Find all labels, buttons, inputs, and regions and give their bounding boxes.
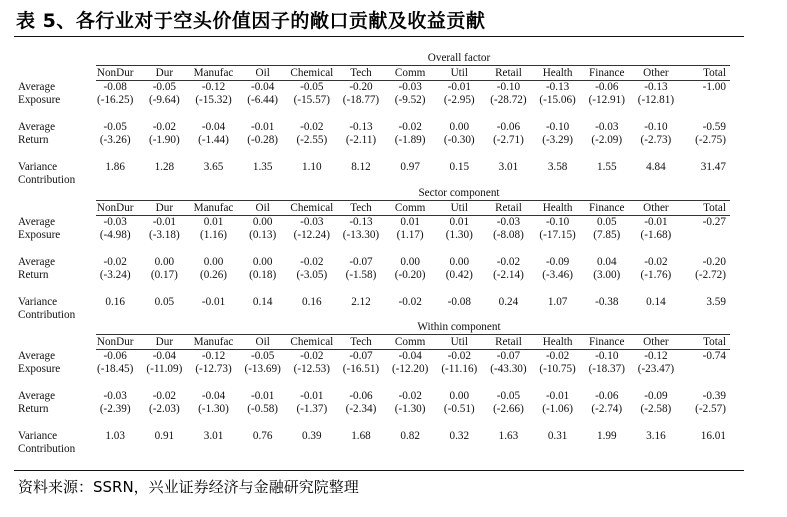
- source-note: 资料来源：SSRN，兴业证券经济与金融研究院整理: [18, 478, 359, 496]
- table-cell-tstat: (0.18): [249, 269, 277, 281]
- table-cell: -0.27: [702, 216, 726, 228]
- table-cell: -0.06: [103, 350, 127, 362]
- table-cell: -0.01: [545, 390, 570, 402]
- table-cell-tstat: (-43.30): [490, 363, 527, 375]
- table-cell: -0.07: [496, 350, 521, 362]
- table-cell: 0.01: [449, 216, 470, 228]
- row-label: Contribution: [18, 309, 76, 321]
- panel-title: Overall factor: [427, 52, 491, 64]
- column-header: Comm: [394, 67, 426, 79]
- table-cell-tstat: (-12.24): [293, 229, 330, 241]
- table-cell: 31.47: [700, 161, 726, 173]
- table-cell: -0.20: [349, 81, 373, 93]
- table-cell-tstat: (-2.73): [640, 134, 672, 146]
- table-cell: -0.04: [201, 390, 226, 402]
- column-header: Tech: [350, 202, 372, 214]
- column-header: NonDur: [96, 336, 134, 348]
- table-cell-tstat: (-1.90): [148, 134, 180, 146]
- table-cell-tstat: (-2.58): [640, 403, 672, 415]
- table-cell-tstat: (-1.06): [542, 403, 573, 415]
- table-cell: -0.02: [152, 390, 177, 402]
- header-spacer: [18, 66, 91, 80]
- table-cell-tstat: (0.17): [150, 269, 178, 281]
- table-cell-tstat: (-12.53): [293, 363, 330, 375]
- table-cell-tstat: (-0.28): [247, 134, 279, 146]
- table-cell: -0.04: [201, 121, 226, 133]
- table-title: 表 5、各行业对于空头价值因子的敞口贡献及收益贡献: [16, 10, 486, 32]
- column-header: Retail: [495, 67, 522, 79]
- table-cell: 3.01: [498, 161, 519, 173]
- table-cell: -0.13: [349, 216, 373, 228]
- table-cell: -0.02: [496, 256, 521, 268]
- column-header: Other: [643, 67, 669, 79]
- table-cell: -0.08: [447, 296, 471, 308]
- table-cell-tstat: [681, 229, 730, 242]
- table-cell: 8.12: [351, 161, 371, 173]
- table-cell: 0.00: [400, 256, 420, 268]
- table-cell: 0.00: [154, 256, 175, 268]
- table-cell: -0.02: [300, 256, 324, 268]
- column-header-row: [18, 335, 730, 349]
- table-cell: -0.02: [398, 296, 422, 308]
- table-cell: 0.16: [105, 296, 125, 308]
- row-gap: [18, 416, 730, 430]
- average-exposure-row: [18, 81, 730, 94]
- table-cell: -0.10: [644, 121, 668, 133]
- table-cell-tstat: [681, 94, 730, 107]
- table-cell-tstat: (-12.73): [195, 363, 232, 375]
- table-cell: -0.03: [496, 216, 521, 228]
- table-cell: -0.02: [300, 350, 324, 362]
- variance-contribution-row: [18, 296, 730, 309]
- row-label: Average: [18, 216, 56, 228]
- table-cell-tstat: (1.16): [200, 229, 228, 241]
- column-header: Chemical: [290, 67, 334, 79]
- table-cell: -0.07: [349, 256, 373, 268]
- column-header: Total: [703, 202, 726, 214]
- table-cell: 0.15: [449, 161, 470, 173]
- table-cell: 0.97: [400, 161, 420, 173]
- table-cell: -0.38: [595, 296, 619, 308]
- table-cell: 3.16: [646, 430, 666, 442]
- average-exposure-row: [18, 216, 730, 229]
- column-header: Finance: [589, 202, 625, 214]
- row-label: Contribution: [18, 443, 76, 455]
- table-cell: -0.74: [702, 350, 726, 362]
- table-cell: -0.03: [398, 81, 422, 93]
- table-cell: -0.06: [595, 390, 619, 402]
- table-cell-tstat: (-1.37): [296, 403, 328, 415]
- table-cell-tstat: (-3.26): [99, 134, 131, 146]
- table-cell: -0.10: [545, 121, 570, 133]
- table-cell: -0.01: [447, 81, 471, 93]
- table-cell-tstat: (-16.25): [97, 94, 134, 106]
- table-cell-tstat: (-0.30): [443, 134, 475, 146]
- row-gap: [18, 376, 730, 390]
- table-cell: -0.13: [545, 81, 570, 93]
- table-cell-tstat: (-13.69): [244, 363, 281, 375]
- column-header: Oil: [255, 202, 270, 214]
- table-cell: 16.01: [700, 430, 726, 442]
- column-header: Dur: [155, 336, 174, 348]
- variance-contribution-row: [18, 430, 730, 443]
- table-cell: 0.05: [596, 216, 617, 228]
- table-cell: -0.02: [447, 350, 471, 362]
- table-cell-tstat: (-1.30): [198, 403, 229, 415]
- table-cell-tstat: (-9.64): [148, 94, 180, 106]
- column-header: Health: [542, 67, 573, 79]
- table-cell: -0.06: [496, 121, 521, 133]
- column-header: Chemical: [290, 336, 334, 348]
- table-cell: -0.03: [103, 390, 127, 402]
- table-cell: -0.01: [152, 216, 177, 228]
- table-cell-tstat: (-1.44): [198, 134, 229, 146]
- panel-title: Within component: [417, 321, 501, 333]
- table-cell: -0.01: [644, 216, 668, 228]
- bottom-rule: [14, 470, 744, 471]
- table-cell-tstat: (-28.72): [490, 94, 527, 106]
- table-cell: 0.24: [498, 296, 519, 308]
- table-cell-tstat: (-2.34): [345, 403, 377, 415]
- table-cell: 0.76: [252, 430, 273, 442]
- table-cell: 3.01: [203, 430, 224, 442]
- column-header: NonDur: [96, 202, 134, 214]
- table-cell: -0.12: [201, 81, 226, 93]
- table-cell-tstat: (0.42): [445, 269, 473, 281]
- panel-title: Sector component: [418, 187, 500, 199]
- table-cell-tstat: (-4.98): [99, 229, 131, 241]
- table-cell-tstat: (-12.81): [637, 94, 675, 106]
- table-cell: -0.10: [545, 216, 570, 228]
- column-header: Oil: [255, 67, 270, 79]
- table-cell: 1.86: [105, 161, 125, 173]
- variance-contribution-tstat-row: [18, 443, 730, 456]
- table-cell: 2.12: [351, 296, 371, 308]
- column-header: Retail: [495, 336, 522, 348]
- table-cell: 0.16: [302, 296, 322, 308]
- table-cell: 1.35: [252, 161, 273, 173]
- table-cell-tstat: (-2.09): [591, 134, 623, 146]
- table-cell: -0.20: [702, 256, 726, 268]
- average-return-tstat-row: [18, 134, 730, 147]
- average-exposure-tstat-row: [18, 94, 730, 107]
- average-exposure-tstat-row: [18, 229, 730, 242]
- table-cell-tstat: (-18.77): [342, 94, 380, 106]
- table-cell: -0.04: [251, 81, 275, 93]
- row-label: Variance: [18, 161, 58, 173]
- row-label: Average: [18, 256, 56, 268]
- table-cell: 0.82: [400, 430, 420, 442]
- table-cell-tstat: (3.00): [593, 269, 621, 281]
- table-cell: 1.99: [596, 430, 617, 442]
- column-header: Other: [643, 202, 669, 214]
- table-cell: -0.01: [201, 296, 226, 308]
- table-cell-tstat: (-3.18): [148, 229, 180, 241]
- table-cell-tstat: (-2.72): [695, 269, 726, 281]
- table-cell-tstat: (-6.44): [247, 94, 279, 106]
- table-cell-tstat: (-2.74): [591, 403, 623, 415]
- row-label: Exposure: [18, 229, 61, 241]
- table-cell-tstat: (-16.51): [342, 363, 380, 375]
- table-cell: 1.63: [498, 430, 519, 442]
- row-gap: [18, 242, 730, 256]
- table-cell-tstat: (-3.05): [296, 269, 328, 281]
- table-cell-tstat: (-18.45): [97, 363, 134, 375]
- table-cell-tstat: (-12.20): [391, 363, 429, 375]
- column-header: Manufac: [193, 67, 234, 79]
- table-cell-tstat: (-17.15): [539, 229, 576, 241]
- table-cell-tstat: (-10.75): [539, 363, 576, 375]
- table-cell: -0.06: [595, 81, 619, 93]
- table-cell: 0.39: [302, 430, 322, 442]
- table-cell-tstat: (-15.06): [539, 94, 576, 106]
- table-cell-tstat: (-1.68): [640, 229, 672, 241]
- table-cell: -0.59: [702, 121, 726, 133]
- table-cell-tstat: (-2.75): [695, 134, 726, 146]
- table-cell-tstat: (1.30): [445, 229, 473, 241]
- table-cell: 0.00: [449, 390, 470, 402]
- table-cell: -0.12: [201, 350, 226, 362]
- column-header: Dur: [155, 67, 174, 79]
- table-cell: -0.05: [496, 390, 521, 402]
- table-cell-tstat: (-2.03): [148, 403, 180, 415]
- table-cell: -0.01: [251, 390, 275, 402]
- table-cell: -0.39: [702, 390, 726, 402]
- table-cell: -0.07: [349, 350, 373, 362]
- table-cell: 0.00: [449, 256, 470, 268]
- column-header: Tech: [350, 336, 372, 348]
- average-return-tstat-row: [18, 269, 730, 282]
- table-cell-tstat: (-2.11): [345, 134, 377, 146]
- table-cell: -0.02: [398, 121, 422, 133]
- table-cell: -0.01: [300, 390, 324, 402]
- table-cell: 0.00: [252, 216, 273, 228]
- table-cell-tstat: [681, 363, 730, 376]
- table-cell: 1.28: [154, 161, 175, 173]
- table-cell: 0.01: [203, 216, 224, 228]
- column-header: Other: [643, 336, 669, 348]
- table-cell: -0.10: [496, 81, 521, 93]
- column-header: Oil: [255, 336, 270, 348]
- table-cell: 4.84: [646, 161, 666, 173]
- table-cell: 3.58: [547, 161, 568, 173]
- table-cell: 0.00: [203, 256, 224, 268]
- column-header: Health: [542, 202, 573, 214]
- table-cell: -0.03: [595, 121, 619, 133]
- table-cell: -0.09: [545, 256, 570, 268]
- table-cell: 1.68: [351, 430, 371, 442]
- table-cell: -0.02: [103, 256, 127, 268]
- variance-contribution-row: [18, 161, 730, 174]
- table-cell: 3.65: [203, 161, 224, 173]
- table-cell: 0.32: [449, 430, 470, 442]
- column-header: Util: [450, 67, 468, 79]
- average-return-row: [18, 256, 730, 269]
- column-header: Total: [703, 336, 726, 348]
- table-cell-tstat: (-1.58): [345, 269, 377, 281]
- table-cell-tstat: (-2.71): [493, 134, 524, 146]
- table-cell-tstat: (-0.58): [247, 403, 279, 415]
- table-cell-tstat: (-3.46): [542, 269, 573, 281]
- table-cell-tstat: (-0.20): [394, 269, 426, 281]
- column-header: Comm: [394, 202, 426, 214]
- average-return-row: [18, 121, 730, 134]
- row-label: Variance: [18, 430, 58, 442]
- table-cell: -0.01: [251, 121, 275, 133]
- row-label: Average: [18, 121, 56, 133]
- row-gap: [18, 147, 730, 161]
- table-cell: 1.55: [596, 161, 617, 173]
- table-cell: 1.10: [302, 161, 322, 173]
- row-label: Exposure: [18, 94, 61, 106]
- table-cell: 0.01: [400, 216, 420, 228]
- column-header: Retail: [495, 202, 522, 214]
- average-return-row: [18, 390, 730, 403]
- row-label: Contribution: [18, 174, 76, 186]
- table-cell-tstat: (-15.32): [195, 94, 232, 106]
- column-header: Dur: [155, 202, 174, 214]
- table-cell: -0.05: [300, 81, 324, 93]
- table-cell-tstat: (-2.55): [296, 134, 328, 146]
- table-cell-tstat: (-12.91): [588, 94, 625, 106]
- column-header: Comm: [394, 336, 426, 348]
- column-header: Finance: [589, 336, 625, 348]
- row-label: Return: [18, 269, 49, 281]
- table-cell-tstat: (-8.08): [493, 229, 524, 241]
- table-cell-tstat: (-3.29): [542, 134, 573, 146]
- table-cell: 0.14: [252, 296, 273, 308]
- table-cell-tstat: (-2.57): [695, 403, 726, 415]
- table-cell: 0.31: [547, 430, 568, 442]
- table-cell-tstat: (-1.89): [394, 134, 426, 146]
- table-cell-tstat: (-11.16): [441, 363, 478, 375]
- column-header: Total: [703, 67, 726, 79]
- column-header: Tech: [350, 67, 372, 79]
- panel-sector-component: [18, 186, 730, 322]
- table-cell-tstat: (-2.39): [99, 403, 131, 415]
- column-header: Manufac: [193, 202, 234, 214]
- table-cell-tstat: (-0.51): [443, 403, 475, 415]
- table-cell-tstat: (-2.66): [493, 403, 524, 415]
- table-cell: 1.03: [105, 430, 125, 442]
- table-cell: -0.04: [152, 350, 177, 362]
- table-cell: -0.08: [103, 81, 127, 93]
- row-gap: [18, 282, 730, 296]
- table-cell: -0.10: [595, 350, 619, 362]
- table-cell-tstat: (-1.76): [640, 269, 672, 281]
- table-cell: 0.14: [646, 296, 666, 308]
- average-exposure-tstat-row: [18, 363, 730, 376]
- table-cell: 0.04: [596, 256, 617, 268]
- column-header: Util: [450, 336, 468, 348]
- row-gap: [18, 107, 730, 121]
- top-rule: [14, 36, 744, 37]
- table-cell: -1.00: [702, 81, 726, 93]
- table-cell-tstat: (-23.47): [637, 363, 675, 375]
- table-cell: 3.59: [706, 296, 726, 308]
- panel-within-component: [18, 320, 730, 456]
- table-cell: -0.04: [398, 350, 422, 362]
- table-cell: -0.02: [152, 121, 177, 133]
- table-cell: 0.05: [154, 296, 175, 308]
- table-cell-tstat: (-15.57): [293, 94, 330, 106]
- table-cell-tstat: (-9.52): [394, 94, 426, 106]
- table-cell: -0.05: [103, 121, 127, 133]
- row-label: Return: [18, 134, 49, 146]
- table-cell: -0.03: [300, 216, 324, 228]
- table-cell: -0.09: [644, 390, 668, 402]
- table-cell-tstat: (-11.09): [146, 363, 183, 375]
- table-cell-tstat: (-3.24): [99, 269, 131, 281]
- table-cell: -0.02: [644, 256, 668, 268]
- average-return-tstat-row: [18, 403, 730, 416]
- table-cell: 1.07: [547, 296, 568, 308]
- table-cell: -0.03: [103, 216, 127, 228]
- table-cell: -0.05: [251, 350, 275, 362]
- table-cell: -0.13: [349, 121, 373, 133]
- table-cell: -0.13: [644, 81, 668, 93]
- header-spacer: [18, 335, 91, 349]
- table-cell-tstat: (1.17): [396, 229, 424, 241]
- row-label: Average: [18, 81, 56, 93]
- table-cell: 0.91: [154, 430, 175, 442]
- table-cell: -0.12: [644, 350, 668, 362]
- panel-overall-factor: [18, 51, 730, 187]
- column-header-row: [18, 201, 730, 215]
- column-header-row: [18, 66, 730, 80]
- table-cell-tstat: (7.85): [593, 229, 621, 241]
- table-cell: -0.05: [152, 81, 177, 93]
- table-cell-tstat: (-2.14): [493, 269, 524, 281]
- column-header: Health: [542, 336, 573, 348]
- row-label: Variance: [18, 296, 58, 308]
- table-cell-tstat: (-13.30): [342, 229, 380, 241]
- table-cell: -0.02: [398, 390, 422, 402]
- column-header: Chemical: [290, 202, 334, 214]
- row-label: Average: [18, 390, 56, 402]
- table-cell-tstat: (0.26): [200, 269, 228, 281]
- table-cell-tstat: (-1.30): [394, 403, 426, 415]
- table-cell-tstat: (-18.37): [588, 363, 625, 375]
- column-header: NonDur: [96, 67, 134, 79]
- row-label: Exposure: [18, 363, 61, 375]
- table-cell: -0.02: [545, 350, 570, 362]
- column-header: Manufac: [193, 336, 234, 348]
- table-cell: -0.06: [349, 390, 373, 402]
- table-cell: -0.02: [300, 121, 324, 133]
- table-cell: 0.00: [252, 256, 273, 268]
- table-cell: 0.00: [449, 121, 470, 133]
- table-cell-tstat: (-2.95): [443, 94, 475, 106]
- column-header: Finance: [589, 67, 625, 79]
- header-spacer: [18, 201, 91, 215]
- row-label: Return: [18, 403, 49, 415]
- column-header: Util: [450, 202, 468, 214]
- row-label: Average: [18, 350, 56, 362]
- table-cell-tstat: (0.13): [249, 229, 277, 241]
- average-exposure-row: [18, 350, 730, 363]
